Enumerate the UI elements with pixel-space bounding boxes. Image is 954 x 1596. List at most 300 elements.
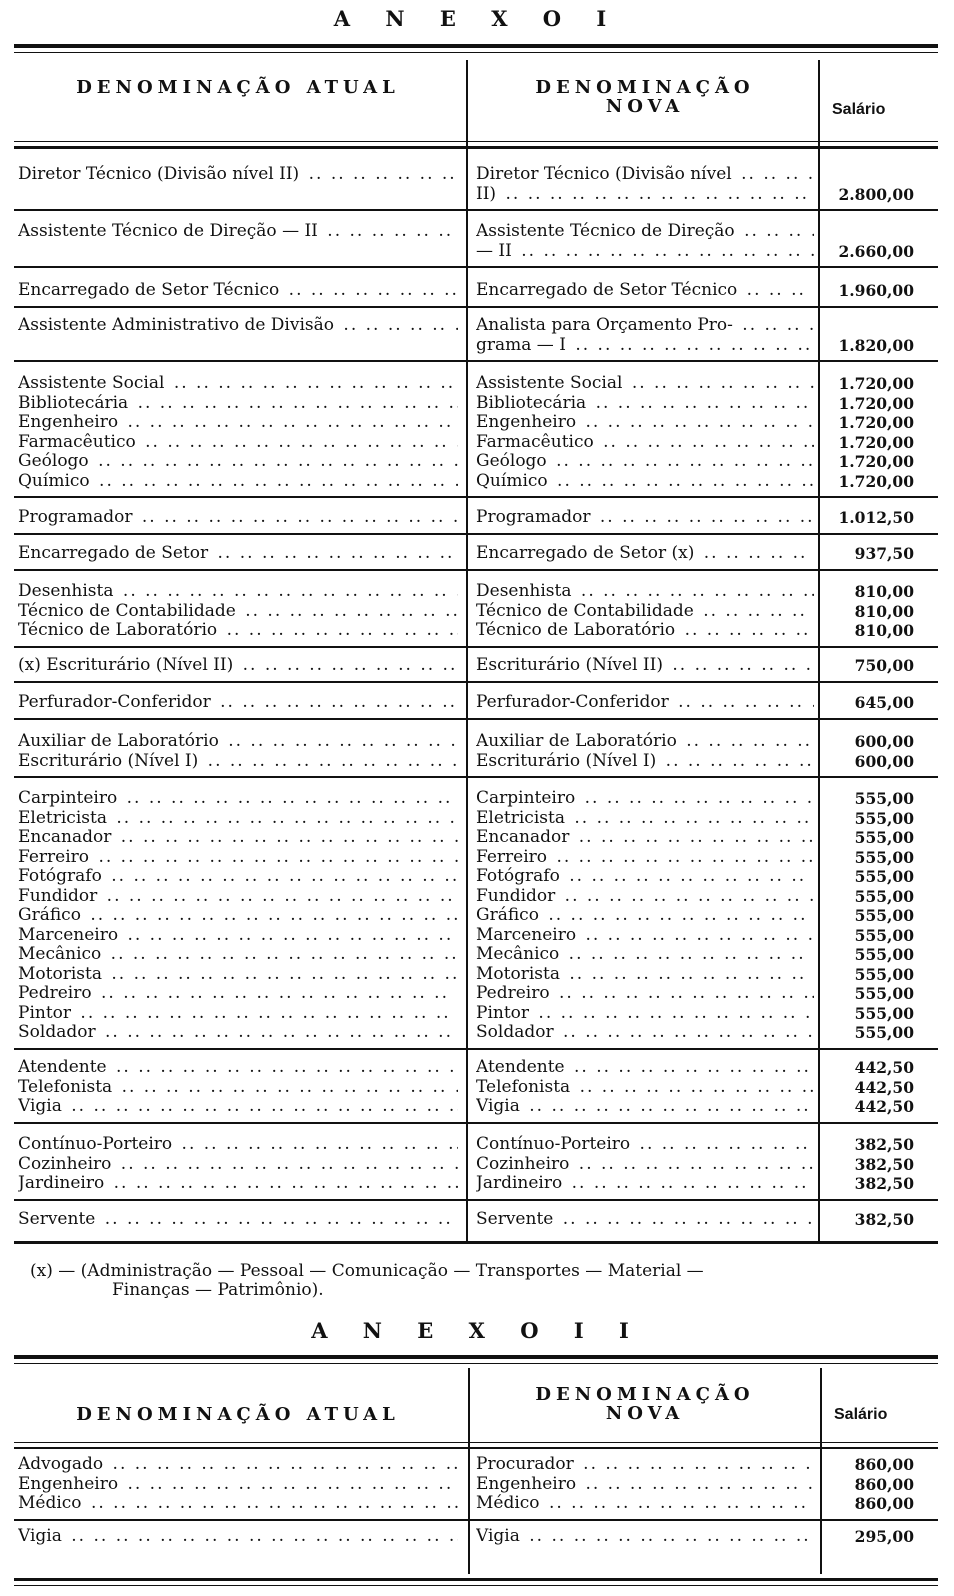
cell-denominacao-atual-text: [18, 242, 20, 261]
cell-denominacao-atual-text: Mecânico: [18, 945, 102, 964]
table-row: [0, 965, 954, 985]
cell-denominacao-atual: [18, 1174, 458, 1194]
anexo-1-note-line-2: Finanças — Patrimônio).: [112, 1280, 324, 1300]
cell-denominacao-nova-text: grama — I: [476, 335, 566, 355]
cell-salario-text: 1.960,00: [838, 281, 914, 300]
cell-denominacao-atual: [18, 732, 458, 752]
anexo-1-group: [0, 656, 954, 676]
table-row: [0, 1174, 954, 1194]
cell-denominacao-atual-text: Engenheiro: [18, 413, 119, 432]
anexo-2-bottom-rule-thin: [14, 1585, 938, 1586]
cell-denominacao-nova: [476, 1078, 814, 1098]
cell-denominacao-nova: [476, 693, 814, 713]
cell-salario-text: 1.720,00: [838, 413, 914, 432]
cell-salario-text: 555,00: [854, 964, 914, 984]
anexo-1-group-separator: [14, 209, 938, 211]
cell-denominacao-nova: [476, 887, 814, 907]
cell-denominacao-nova-text: Jardineiro: [476, 1174, 563, 1193]
cell-salario: [826, 582, 914, 602]
cell-salario-text: 600,00: [854, 751, 914, 771]
cell-salario-text: 860,00: [854, 1455, 914, 1474]
cell-salario-text: 937,50: [854, 544, 914, 563]
anexo-1-top-rule-thin: [14, 52, 938, 53]
table-row: [0, 413, 954, 433]
cell-denominacao-nova: [476, 582, 814, 602]
cell-denominacao-atual-text: [18, 185, 20, 204]
cell-salario: [826, 281, 914, 301]
anexo-2-header-rule-2: [14, 1447, 938, 1449]
cell-denominacao-atual: [18, 222, 458, 242]
cell-denominacao-atual: [18, 1058, 458, 1078]
table-row: [0, 1494, 954, 1514]
cell-denominacao-nova-text: Telefonista: [476, 1077, 571, 1097]
cell-salario-text: 295,00: [854, 1527, 914, 1546]
cell-denominacao-nova-text: Fundidor: [476, 886, 556, 906]
cell-denominacao-atual-text: Encarregado de Setor: [18, 544, 209, 563]
cell-denominacao-atual: [18, 848, 458, 868]
cell-denominacao-nova-text: Técnico de Laboratório: [476, 621, 676, 640]
cell-denominacao-atual: [18, 945, 458, 965]
cell-salario-text: 810,00: [854, 621, 914, 640]
cell-denominacao-atual-text: Técnico de Contabilidade: [18, 601, 236, 621]
cell-denominacao-nova: [476, 281, 814, 301]
cell-denominacao-nova-text: Engenheiro: [476, 413, 577, 432]
cell-salario: [826, 621, 914, 641]
cell-salario: [826, 887, 914, 907]
table-row: [0, 906, 954, 926]
cell-denominacao-atual: [18, 1078, 458, 1098]
cell-salario: [826, 1135, 914, 1155]
cell-denominacao-nova-text: Escriturário (Nível II): [476, 656, 663, 675]
cell-denominacao-nova-text: Assistente Técnico de Direção: [476, 222, 735, 241]
table-row: [0, 222, 954, 242]
cell-salario-text: 860,00: [854, 1474, 914, 1494]
table-row: [0, 1210, 954, 1230]
cell-denominacao-atual: [18, 165, 458, 185]
table-row: [0, 848, 954, 868]
anexo-2-header-atual: DENOMINAÇÃO ATUAL: [76, 1404, 400, 1425]
cell-denominacao-nova-text: Ferreiro: [476, 847, 548, 867]
cell-denominacao-nova-text: Desenhista: [476, 582, 572, 601]
cell-salario: [826, 809, 914, 829]
table-row: [0, 732, 954, 752]
cell-salario: [826, 413, 914, 433]
table-row: [0, 452, 954, 472]
cell-salario-text: 860,00: [854, 1494, 914, 1513]
cell-denominacao-atual: [18, 789, 458, 809]
cell-denominacao-atual-text: Vigia: [18, 1527, 62, 1546]
anexo-2-group-separator: [14, 1519, 938, 1521]
table-row: [0, 1023, 954, 1043]
cell-denominacao-nova-text: Farmacêutico: [476, 432, 594, 452]
cell-denominacao-atual: [18, 752, 458, 772]
cell-denominacao-nova: [476, 848, 814, 868]
cell-salario-text: 382,50: [854, 1174, 914, 1193]
cell-denominacao-nova: [476, 926, 814, 946]
cell-salario-text: 1.720,00: [838, 471, 914, 491]
cell-denominacao-nova: [476, 656, 814, 676]
cell-denominacao-nova-text: Eletricista: [476, 808, 565, 828]
cell-denominacao-nova: [476, 789, 814, 809]
cell-denominacao-nova: [476, 413, 814, 433]
cell-salario-text: 1.012,50: [838, 508, 914, 527]
cell-denominacao-atual-text: Desenhista: [18, 582, 114, 601]
cell-denominacao-atual-text: Encarregado de Setor Técnico: [18, 281, 280, 300]
cell-salario: [826, 945, 914, 965]
cell-denominacao-atual-text: Pedreiro: [18, 984, 92, 1003]
cell-salario: [826, 544, 914, 564]
cell-salario: [826, 1155, 914, 1175]
cell-denominacao-atual-text: Auxiliar de Laboratório: [18, 732, 219, 751]
cell-salario-text: 555,00: [854, 886, 914, 906]
cell-salario-text: 2.660,00: [838, 241, 914, 261]
cell-salario-text: 442,50: [854, 1077, 914, 1097]
anexo-1-group: [0, 1210, 954, 1230]
anexo-1-group: [0, 582, 954, 641]
cell-denominacao-atual-text: Diretor Técnico (Divisão nível II): [18, 165, 300, 184]
table-row: [0, 693, 954, 713]
anexo-2-header-nova-1: DENOMINAÇÃO: [535, 1384, 755, 1405]
cell-denominacao-nova: [476, 828, 814, 848]
cell-denominacao-nova: [476, 508, 814, 528]
cell-denominacao-atual-text: Farmacêutico: [18, 432, 136, 452]
table-row: [0, 165, 954, 185]
cell-denominacao-nova-text: Pedreiro: [476, 984, 550, 1003]
table-row: [0, 1455, 954, 1475]
cell-denominacao-atual-text: Contínuo-Porteiro: [18, 1135, 173, 1154]
cell-denominacao-atual: [18, 887, 458, 907]
anexo-1-group-separator: [14, 718, 938, 720]
table-row: [0, 1078, 954, 1098]
table-row: [0, 984, 954, 1004]
cell-salario-text: 555,00: [854, 1003, 914, 1023]
cell-denominacao-atual-text: Fotógrafo: [18, 867, 102, 886]
cell-salario-text: 555,00: [854, 847, 914, 867]
cell-denominacao-atual-text: [18, 336, 20, 355]
cell-denominacao-nova: [476, 394, 814, 414]
cell-denominacao-atual: [18, 1475, 458, 1495]
cell-denominacao-nova: [476, 602, 814, 622]
cell-salario-text: 555,00: [854, 906, 914, 925]
anexo-2-top-rule-thin: [14, 1363, 938, 1364]
cell-salario: [826, 394, 914, 414]
cell-salario: [826, 508, 914, 528]
cell-salario: [826, 336, 914, 356]
cell-salario: [826, 984, 914, 1004]
cell-denominacao-nova-text: Vigia: [476, 1097, 520, 1116]
anexo-1-header-nova-1: DENOMINAÇÃO: [535, 77, 755, 98]
anexo-1-group-separator: [14, 360, 938, 362]
cell-denominacao-nova-text: Diretor Técnico (Divisão nível: [476, 165, 732, 184]
cell-denominacao-atual-text: Engenheiro: [18, 1474, 119, 1494]
cell-denominacao-nova-text: Analista para Orçamento Pro-: [476, 316, 733, 335]
cell-denominacao-nova: [476, 1527, 814, 1547]
cell-denominacao-nova-text: Motorista: [476, 964, 560, 984]
cell-denominacao-nova-text: Engenheiro: [476, 1474, 577, 1494]
cell-denominacao-atual-text: Químico: [18, 471, 90, 491]
cell-salario-text: 555,00: [854, 808, 914, 828]
cell-denominacao-atual-text: Advogado: [18, 1455, 104, 1474]
anexo-1-group-separator: [14, 1199, 938, 1201]
table-row: [0, 472, 954, 492]
cell-denominacao-atual-text: Atendente: [18, 1058, 107, 1077]
anexo-1-header-rule-thick: [14, 146, 938, 149]
cell-salario: [826, 906, 914, 926]
cell-denominacao-atual-text: Encanador: [18, 828, 112, 847]
cell-denominacao-nova-text: Assistente Social: [476, 374, 623, 393]
table-row: [0, 1058, 954, 1078]
cell-denominacao-nova: [476, 544, 814, 564]
cell-denominacao-atual: [18, 316, 458, 336]
anexo-2-top-rule: [14, 1355, 938, 1359]
cell-denominacao-nova-text: Marceneiro: [476, 925, 577, 945]
table-row: [0, 867, 954, 887]
cell-denominacao-nova-text: Soldador: [476, 1023, 554, 1042]
cell-denominacao-atual: [18, 582, 458, 602]
cell-denominacao-atual-text: Assistente Social: [18, 374, 165, 393]
cell-salario: [826, 242, 914, 262]
table-row: [0, 1155, 954, 1175]
cell-denominacao-atual: [18, 1527, 458, 1547]
anexo-1-group: [0, 374, 954, 491]
cell-denominacao-atual: [18, 1155, 458, 1175]
anexo-1-group: [0, 732, 954, 771]
cell-denominacao-nova: [476, 472, 814, 492]
table-row: [0, 1135, 954, 1155]
cell-denominacao-atual: [18, 1023, 458, 1043]
cell-denominacao-atual: [18, 1210, 458, 1230]
anexo-1-group-separator: [14, 496, 938, 498]
cell-denominacao-nova-text: Encanador: [476, 828, 570, 847]
anexo-1-title: A N E X O I: [333, 6, 621, 31]
table-row: [0, 1475, 954, 1495]
cell-denominacao-atual-text: Cozinheiro: [18, 1154, 112, 1174]
cell-denominacao-nova: [476, 1135, 814, 1155]
table-row: [0, 582, 954, 602]
anexo-1-group-separator: [14, 266, 938, 268]
cell-denominacao-nova: [476, 165, 814, 185]
cell-salario-text: 2.800,00: [838, 184, 914, 204]
cell-denominacao-nova: [476, 945, 814, 965]
cell-salario-text: 810,00: [854, 601, 914, 621]
cell-denominacao-atual: [18, 1135, 458, 1155]
cell-salario: [826, 374, 914, 394]
anexo-2-header-rule: [14, 1442, 938, 1443]
cell-denominacao-atual-text: Bibliotecária: [18, 393, 129, 413]
cell-denominacao-nova: [476, 1210, 814, 1230]
cell-salario: [826, 926, 914, 946]
cell-denominacao-atual: [18, 602, 458, 622]
anexo-2-title: A N E X O I I: [311, 1318, 643, 1343]
cell-salario-text: 382,50: [854, 1135, 914, 1154]
cell-denominacao-nova: [476, 965, 814, 985]
cell-salario-text: 555,00: [854, 789, 914, 808]
cell-denominacao-nova-text: Médico: [476, 1494, 540, 1513]
anexo-1-header-rule: [14, 141, 938, 142]
anexo-1-group: [0, 316, 954, 355]
table-row: [0, 789, 954, 809]
cell-salario: [826, 1174, 914, 1194]
cell-denominacao-atual: [18, 242, 458, 262]
cell-denominacao-nova: [476, 433, 814, 453]
cell-salario-text: 1.720,00: [838, 432, 914, 452]
cell-denominacao-atual: [18, 544, 458, 564]
cell-denominacao-atual-text: Carpinteiro: [18, 789, 118, 808]
cell-denominacao-nova-text: Carpinteiro: [476, 789, 576, 808]
anexo-1-group: [0, 789, 954, 1043]
cell-denominacao-nova-text: Fotógrafo: [476, 867, 560, 886]
cell-salario: [826, 656, 914, 676]
cell-denominacao-nova: [476, 1004, 814, 1024]
cell-salario: [826, 1004, 914, 1024]
cell-salario: [826, 1494, 914, 1514]
table-row: [0, 1004, 954, 1024]
table-row: [0, 242, 954, 262]
cell-denominacao-atual: [18, 656, 458, 676]
cell-salario: [826, 1455, 914, 1475]
cell-salario: [826, 752, 914, 772]
cell-salario: [826, 602, 914, 622]
anexo-1-group-separator: [14, 1048, 938, 1050]
cell-denominacao-atual: [18, 867, 458, 887]
cell-salario: [826, 1023, 914, 1043]
cell-salario-text: 1.720,00: [838, 393, 914, 413]
cell-denominacao-atual-text: Pintor: [18, 1003, 72, 1023]
cell-denominacao-nova: [476, 185, 814, 205]
cell-salario-text: 1.720,00: [838, 374, 914, 393]
cell-denominacao-nova-text: Auxiliar de Laboratório: [476, 732, 677, 751]
cell-salario-text: 555,00: [854, 1023, 914, 1042]
cell-denominacao-nova-text: Geólogo: [476, 452, 547, 471]
cell-denominacao-nova: [476, 867, 814, 887]
cell-denominacao-nova: [476, 222, 814, 242]
anexo-1-group-separator: [14, 1122, 938, 1124]
cell-denominacao-nova: [476, 906, 814, 926]
cell-salario: [826, 848, 914, 868]
cell-salario-text: 555,00: [854, 828, 914, 847]
cell-denominacao-nova-text: Cozinheiro: [476, 1154, 570, 1174]
cell-denominacao-nova-text: Bibliotecária: [476, 393, 587, 413]
cell-denominacao-atual: [18, 926, 458, 946]
cell-denominacao-atual: [18, 1004, 458, 1024]
table-row: [0, 508, 954, 528]
anexo-1-header-nova-2: NOVA: [605, 96, 685, 117]
anexo-2-bottom-rule: [14, 1578, 938, 1581]
cell-salario-text: 1.820,00: [838, 335, 914, 355]
anexo-1-group-separator: [14, 776, 938, 778]
cell-denominacao-atual: [18, 472, 458, 492]
cell-salario: [826, 185, 914, 205]
table-row: [0, 602, 954, 622]
cell-denominacao-nova-text: Encarregado de Setor Técnico: [476, 281, 738, 300]
cell-denominacao-atual-text: Marceneiro: [18, 925, 119, 945]
anexo-1-group: [0, 1058, 954, 1117]
cell-denominacao-nova-text: — II: [476, 241, 512, 261]
cell-denominacao-atual-text: Gráfico: [18, 906, 81, 925]
cell-salario: [826, 1078, 914, 1098]
cell-denominacao-atual-text: Motorista: [18, 964, 102, 984]
anexo-1-top-rule: [14, 44, 938, 48]
cell-denominacao-nova: [476, 752, 814, 772]
cell-salario-text: 1.720,00: [838, 452, 914, 471]
cell-denominacao-nova-text: Contínuo-Porteiro: [476, 1135, 631, 1154]
anexo-1-group: [0, 281, 954, 301]
cell-denominacao-nova: [476, 809, 814, 829]
table-row: [0, 1527, 954, 1547]
cell-denominacao-atual: [18, 965, 458, 985]
cell-salario: [826, 452, 914, 472]
table-row: [0, 887, 954, 907]
anexo-1-group: [0, 165, 954, 204]
cell-denominacao-nova: [476, 1155, 814, 1175]
cell-denominacao-atual-text: Eletricista: [18, 808, 107, 828]
cell-denominacao-nova: [476, 1494, 814, 1514]
table-row: [0, 374, 954, 394]
cell-salario-text: 382,50: [854, 1210, 914, 1229]
anexo-2-group: [0, 1455, 954, 1514]
anexo-1-group-separator: [14, 681, 938, 683]
cell-denominacao-nova: [476, 732, 814, 752]
cell-salario-text: 442,50: [854, 1058, 914, 1077]
cell-denominacao-nova-text: Técnico de Contabilidade: [476, 601, 694, 621]
cell-salario: [826, 1097, 914, 1117]
cell-denominacao-atual-text: Técnico de Laboratório: [18, 621, 218, 640]
cell-salario-text: 555,00: [854, 925, 914, 945]
cell-denominacao-atual: [18, 984, 458, 1004]
cell-denominacao-atual-text: Assistente Técnico de Direção — II: [18, 222, 318, 241]
table-row: [0, 656, 954, 676]
cell-salario-text: 750,00: [854, 656, 914, 675]
cell-denominacao-nova: [476, 374, 814, 394]
cell-salario-text: 555,00: [854, 945, 914, 964]
cell-denominacao-atual: [18, 1455, 458, 1475]
cell-denominacao-nova: [476, 242, 814, 262]
cell-denominacao-nova-text: Atendente: [476, 1058, 565, 1077]
cell-salario-text: 442,50: [854, 1097, 914, 1116]
cell-salario: [826, 732, 914, 752]
cell-denominacao-nova-text: Pintor: [476, 1003, 530, 1023]
cell-denominacao-nova: [476, 984, 814, 1004]
cell-denominacao-nova: [476, 621, 814, 641]
cell-denominacao-atual-text: Escriturário (Nível I): [18, 751, 199, 771]
cell-denominacao-nova-text: Gráfico: [476, 906, 539, 925]
cell-salario: [826, 433, 914, 453]
cell-denominacao-nova-text: Escriturário (Nível I): [476, 751, 657, 771]
table-row: [0, 316, 954, 336]
cell-denominacao-nova: [476, 1097, 814, 1117]
table-row: [0, 544, 954, 564]
cell-denominacao-atual-text: Vigia: [18, 1097, 62, 1116]
cell-denominacao-atual-text: Telefonista: [18, 1077, 113, 1097]
cell-salario: [826, 1475, 914, 1495]
anexo-1-group: [0, 693, 954, 713]
cell-denominacao-nova: [476, 1174, 814, 1194]
cell-denominacao-nova-text: Servente: [476, 1210, 554, 1229]
cell-salario: [826, 867, 914, 887]
cell-denominacao-atual: [18, 1097, 458, 1117]
cell-denominacao-atual: [18, 374, 458, 394]
cell-denominacao-atual: [18, 394, 458, 414]
cell-denominacao-atual: [18, 809, 458, 829]
cell-denominacao-nova: [476, 1058, 814, 1078]
cell-salario: [826, 1210, 914, 1230]
cell-salario-text: 645,00: [854, 693, 914, 712]
cell-denominacao-nova-text: Vigia: [476, 1527, 520, 1546]
cell-salario-text: 600,00: [854, 732, 914, 751]
cell-salario: [826, 965, 914, 985]
table-row: [0, 809, 954, 829]
cell-salario: [826, 1527, 914, 1547]
